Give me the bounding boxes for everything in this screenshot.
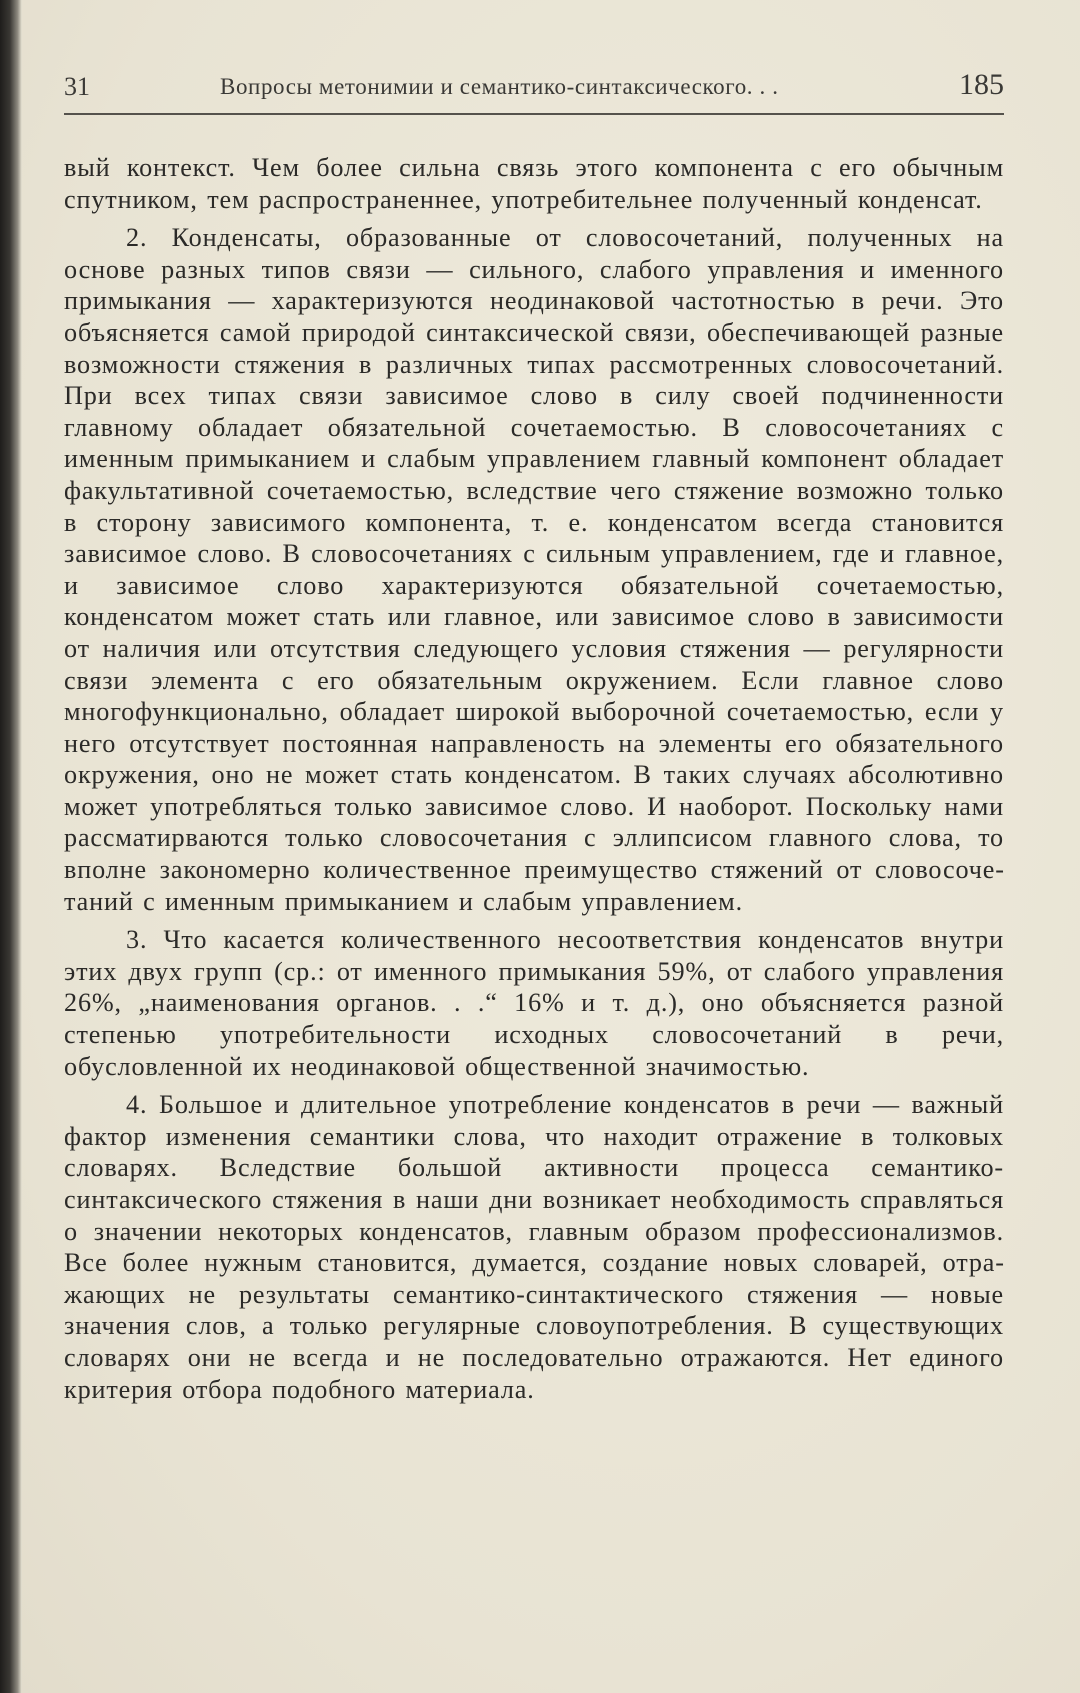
running-header — [64, 68, 1004, 108]
paragraph-3: 3. Что касается количественного несоответствия конденсатов внутри этих двух групп (ср.: от именного примыкания 59%, от слабого управления 26%, „наименования органов. . .“ 16% и т. д.), оно объясняется разной степенью употребительности исходных словосочетаний в речи, обусловленной их неодинаковой общественной значимостью. — [64, 925, 1004, 1081]
page-number: 185 — [959, 68, 1004, 101]
header-rule — [64, 113, 1004, 115]
book-spine-shadow — [0, 0, 22, 1693]
body-text — [64, 152, 1004, 1412]
paragraph-4: 4. Большое и длительное употребление конденсатов в речи — важный фактор изменения семантики слова, что находит отражение в толковых словарях. Вследствие большой активности процесса семантико-синтаксического стяжения в наши дни возникает необходимость справляться о значении некоторых конденсатов, главным образом профессионализмов. Все более нужным становится, думается, создание новых словарей, отражающих не результаты семантико-синтактического стяжения — новые значения слов, а только регулярные словоупотребления. В существующих словарях они не всегда и не последовательно отражаются. Нет единого критерия отбора подобного материала. — [64, 1090, 1004, 1404]
running-title: Вопросы метонимии и семантико-синтаксического. . . — [220, 74, 779, 99]
paragraph-2: 2. Конденсаты, образованные от словосочетаний, полученных на основе разных типов связи — сильного, слабого управления и именного примыкания — характеризуются неодинаковой частотностью в речи. Это объясняется самой природой синтаксической связи, обеспечивающей разные возможности стяжения в различных типах рассмотренных словосочетаний. При всех типах связи зависимое слово в силу своей подчиненности главному обладает обязательной сочетаемостью. В словосочетаниях с именным примыканием и слабым управлением главный компонент обладает факультативной сочетаемостью, вследствие чего стяжение возможно только в сторону зависимого компонента, т. е. конденсатом всегда становится зависимое слово. В словосочетаниях с сильным управлением, где и главное, и зависимое слово характеризуются обязательной сочетаемостью, конденсатом может стать или главное, или зависимое слово в зависимости от наличия или отсутствия следующего условия стяжения — регулярности связи элемента с его обязательным окружением. Если главное слово многофункционально, обладает широкой выборочной сочетаемостью, если у него отсутствует постоянная направленость на элементы его обязательного окружения, оно не может стать конденсатом. В таких случаях абсолютивно может употребляться только зависимое слово. И наоборот. Поскольку нами рассматирваются только словосочетания с эллипсисом главного слова, то вполне закономерно количественное преимущество стяжений от словосочетаний с именным примыканием и слабым управлением. — [64, 223, 1004, 916]
chapter-number: 31 — [64, 72, 90, 101]
paragraph-continuation: вый контекст. Чем более сильна связь этого компонента с его обычным спутником, тем распространеннее, употребительнее полученный конденсат. — [64, 153, 1004, 214]
